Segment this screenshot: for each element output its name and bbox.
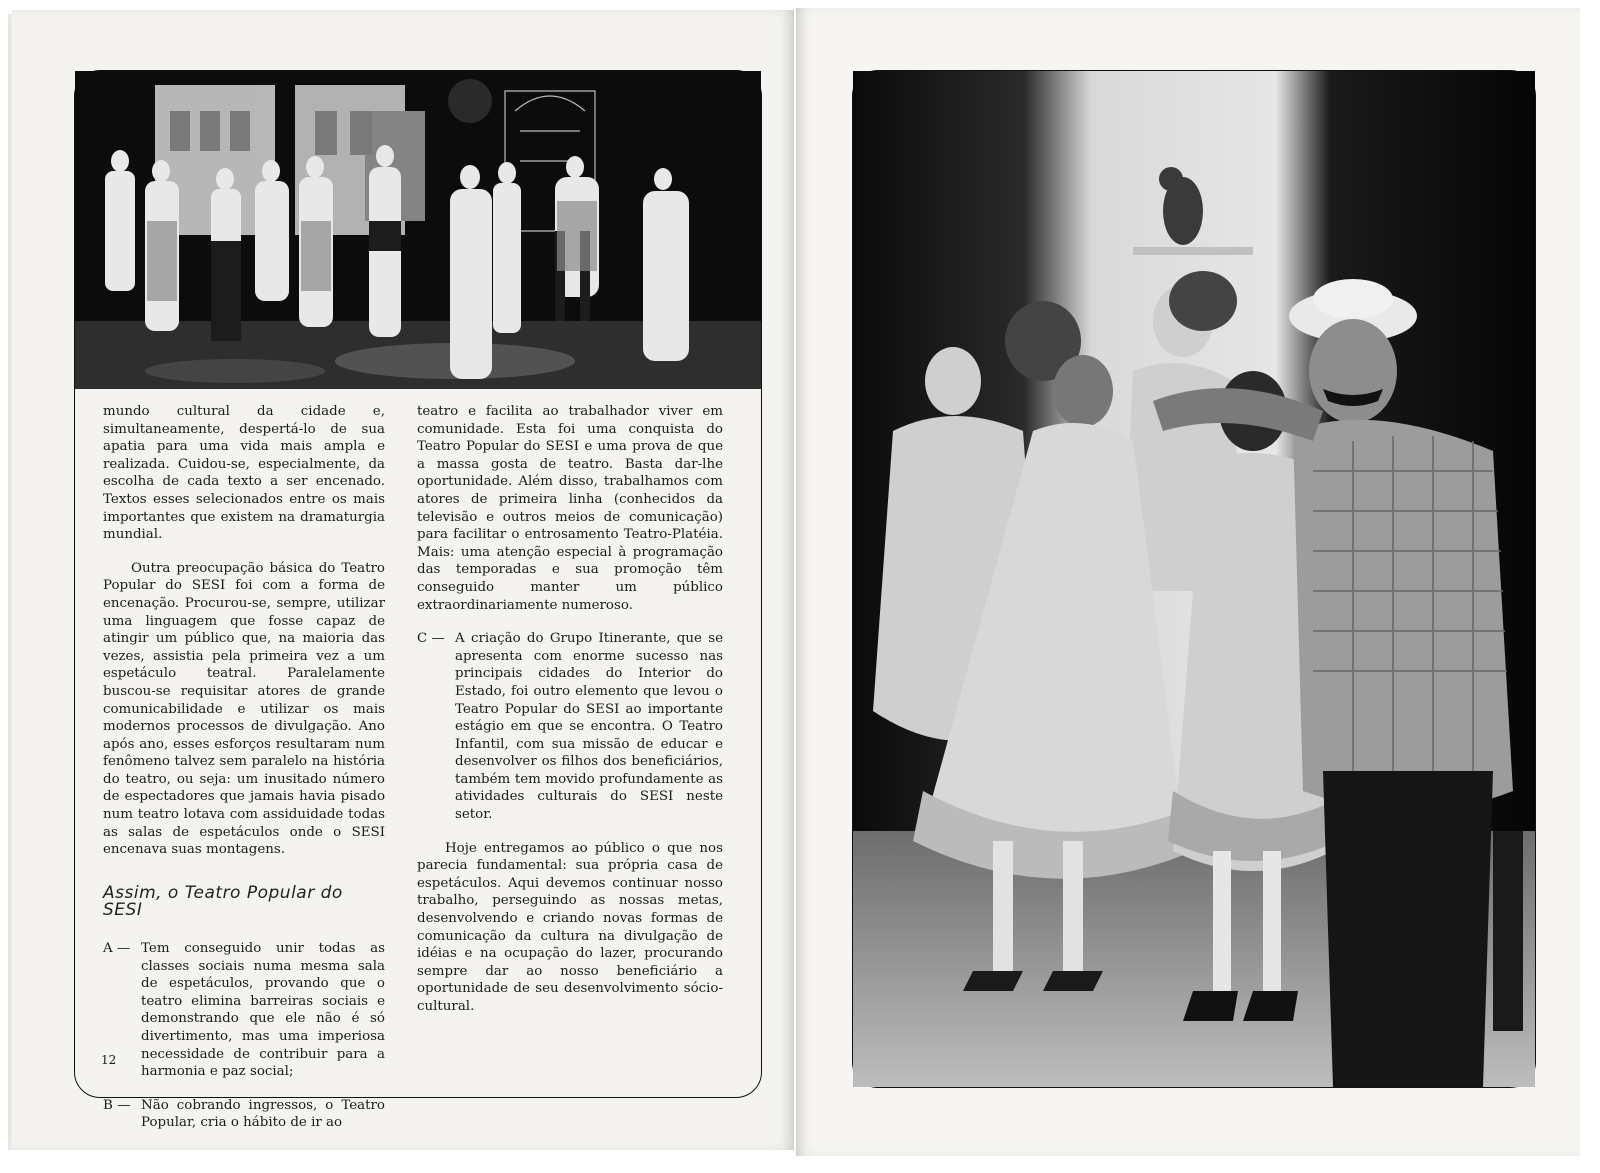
list-label-c: C —	[417, 631, 445, 647]
section-subheading: Assim, o Teatro Popular do SESI	[103, 882, 343, 921]
stage-cast-photo	[75, 71, 761, 389]
paragraph-4: Hoje entregamos ao público o que nos parecia fundamental: sua própria casa de espetáculos. Aqui devemos continuar nosso trabalho, perseguindo as nossas metas, desenvolvendo e criando novas formas de comunicação da cultura na divulgação de idéias e na ocupação do lazer, procurando sempre dar ao nosso beneficiário a oportunidade de seu desenvolvimento sócio-cultural.	[417, 840, 723, 1014]
list-item-c	[417, 630, 723, 824]
list-label-b: B —	[103, 1097, 131, 1113]
dance-scene-photo	[852, 70, 1536, 1088]
list-text-a: Tem conseguido unir todas as classes sociais numa mesma sala de espetáculos, provando que o teatro elimina barreiras sociais e demonstrando que ele não é só divertimento, mas uma imperiosa necessidade de contribuir para a harmonia e paz social;	[141, 941, 385, 1080]
paragraph-1: mundo cultural da cidade e, simultaneamente, despertá-lo de sua apatia para uma vida mais ampla e realizada. Cuidou-se, especialmente, da escolha de cada texto a ser encenado. Textos esses selecionados entre os mais importantes que existem na dramaturgia mundial.	[103, 404, 385, 543]
left-page-frame	[74, 70, 762, 1131]
paragraph-2: Outra preocupação básica do Teatro Popular do SESI foi com a forma de encenação. Procurou-se, sempre, utilizar uma linguagem que fosse capaz de atingir um público que, na maioria das vezes, assistia pela primeira vez a um espetáculo teatral. Paralelamente buscou-se requisitar atores de grande comunicabilidade e utilizar os mais modernos processos de divulgação. Ano após ano, esses esforços resultaram num fenômeno talvez sem paralelo na história do teatro, ou seja: um inusitado número de espectadores que jamais havia pisado num teatro lotava com assiduidade todas as salas de espetáculos onde o SESI encenava suas montagens.	[103, 560, 385, 858]
text-column-left	[103, 403, 385, 1148]
text-column-right	[417, 403, 723, 1032]
list-text-b: Não cobrando ingressos, o Teatro Popular, cria o hábito de ir ao	[141, 1097, 385, 1131]
list-label-a: A —	[103, 941, 131, 957]
dance-scene-photo-art	[853, 71, 1535, 1087]
list-text-c: A criação do Grupo Itinerante, que se apresenta com enorme sucesso nas principais cidades do Interior do Estado, foi outro elemento que levou o Teatro Popular do SESI ao importante estágio em que se encontra. O Teatro Infantil, com sua missão de educar e desenvolver os filhos dos beneficiários, também tem movido profundamente as atividades culturais do SESI neste setor.	[455, 631, 723, 823]
list-item-a	[103, 940, 385, 1081]
page-number: 12	[101, 1053, 117, 1067]
paragraph-3: teatro e facilita ao trabalhador viver em comunidade. Esta foi uma conquista do Teatro Popular do SESI e uma prova de que a massa gosta de teatro. Basta dar-lhe oportunidade. Além disso, trabalhamos com atores de primeira linha (conhecidos da televisão e outros meios de comunicação) para facilitar o entrosamento Teatro-Platéia. Mais: uma atenção especial à programação das temporadas e sua promoção têm conseguido manter um público extraordinariamente numeroso.	[417, 404, 723, 613]
stage-cast-photo-art	[75, 71, 761, 389]
list-item-b	[103, 1097, 385, 1132]
